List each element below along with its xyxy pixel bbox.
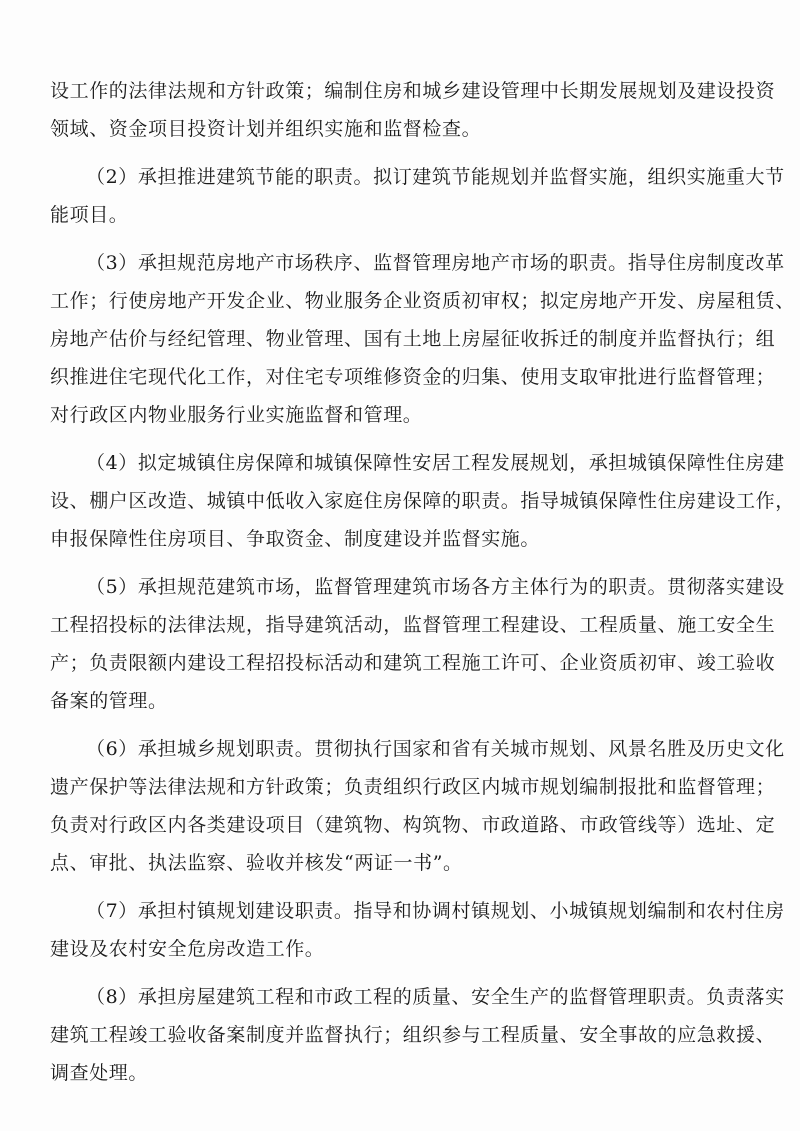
text-line: 点、审批、执法监察、验收并核发“两证一书”。 xyxy=(50,852,463,874)
text-line: 工程招投标的法律法规，指导建筑活动，监督管理工程建设、工程质量、施工安全生 xyxy=(50,614,776,636)
paragraph xyxy=(50,730,785,882)
text-line: 负责对行政区内各类建设项目（建筑物、构筑物、市政道路、市政管线等）选址、定 xyxy=(50,814,776,836)
text-line: 房地产估价与经纪管理、物业管理、国有土地上房屋征收拆迁的制度并监督执行；组 xyxy=(50,328,776,350)
text-line: （7）承担村镇规划建设职责。指导和协调村镇规划、小城镇规划编制和农村住房 xyxy=(86,900,785,922)
text-line: 工作；行使房地产开发企业、物业服务企业资质初审权；拟定房地产开发、房屋租赁、 xyxy=(50,290,795,312)
text-line: 建筑工程竣工验收备案制度并监督执行；组织参与工程质量、安全事故的应急救援、 xyxy=(50,1024,776,1046)
paragraph xyxy=(50,244,795,434)
text-line: 设工作的法律法规和方针政策；编制住房和城乡建设管理中长期发展规划及建设投资 xyxy=(50,80,776,102)
text-line: （5）承担规范建筑市场，监督管理建筑市场各方主体行为的职责。贯彻落实建设 xyxy=(86,576,785,598)
text-line: （3）承担规范房地产市场秩序、监督管理房地产市场的职责。指导住房制度改革 xyxy=(86,252,785,274)
text-line: 备案的管理。 xyxy=(50,690,168,712)
text-line: （8）承担房屋建筑工程和市政工程的质量、安全生产的监督管理职责。负责落实 xyxy=(86,986,785,1008)
text-line: 遗产保护等法律法规和方针政策；负责组织行政区内城市规划编制报批和监督管理； xyxy=(50,776,776,798)
text-line: （4）拟定城镇住房保障和城镇保障性安居工程发展规划，承担城镇保障性住房建 xyxy=(86,452,785,474)
text-line: 设、棚户区改造、城镇中低收入家庭住房保障的职责。指导城镇保障性住房建设工作， xyxy=(50,490,795,512)
text-line: 能项目。 xyxy=(50,204,129,226)
paragraph xyxy=(50,978,785,1092)
text-line: 对行政区内物业服务行业实施监督和管理。 xyxy=(50,404,423,426)
text-line: （2）承担推进建筑节能的职责。拟订建筑节能规划并监督实施，组织实施重大节 xyxy=(86,166,785,188)
paragraph xyxy=(50,568,785,720)
text-line: 产；负责限额内建设工程招投标活动和建筑工程施工许可、企业资质初审、竣工验收 xyxy=(50,652,776,674)
text-line: 织推进住宅现代化工作，对住宅专项维修资金的归集、使用支取审批进行监督管理； xyxy=(50,366,776,388)
paragraph xyxy=(50,444,795,558)
text-line: 调查处理。 xyxy=(50,1062,149,1084)
document-body xyxy=(50,72,795,1092)
paragraph xyxy=(50,72,776,148)
text-line: （6）承担城乡规划职责。贯彻执行国家和省有关城市规划、风景名胜及历史文化 xyxy=(86,738,785,760)
text-line: 领域、资金项目投资计划并组织实施和监督检查。 xyxy=(50,118,482,140)
text-line: 建设及农村安全危房改造工作。 xyxy=(50,938,325,960)
paragraph xyxy=(50,892,785,968)
text-line: 申报保障性住房项目、争取资金、制度建设并监督实施。 xyxy=(50,528,541,550)
paragraph xyxy=(50,158,785,234)
